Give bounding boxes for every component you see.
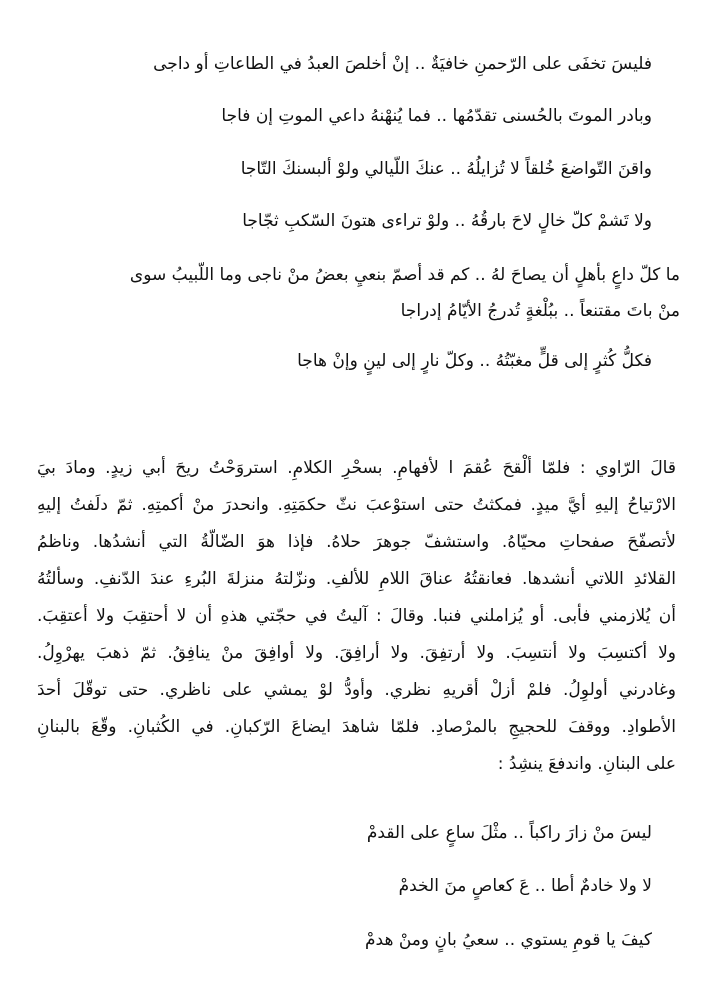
- prose-line: الأطوادِ. ووقفَ للحجيجِ بالمرْصادِ. فلمّا شاهدَ ايضاعَ الرّكبانِ. في الكُثبانِ. وقّعَ بالبنانِ: [37, 717, 676, 737]
- prose-line: ولا أكتسِبَ ولا أنتسِبَ. ولا أرتفِقَ. ولا أرافِقَ. ولا أوافِقَ منْ ينافِقُ. ثمّ ذهبَ يهرْوِلُ.: [37, 643, 676, 663]
- prose-line: الارْتياحُ إليهِ أيَّ ميدٍ. فمكثتُ حتى استوْعبَ نثّ حكمَتِهِ. وانحدرَ منْ أكمتِهِ. ثمّ دلَفتُ إليهِ: [37, 495, 676, 515]
- poem-line: ولا تَشمْ كلّ خالٍ لاحَ بارقُهُ .. ولوْ تراءى هتونَ السّكبِ ثجّاجا: [242, 211, 652, 231]
- prose-line: قالَ الرّاوي : فلمّا ألْقحَ عُقمَ ا لأفهامِ. بسحْرِ الكلامِ. استروَحْتُ ريحَ أبي زيدٍ. ومادَ بيَ: [37, 458, 676, 478]
- poem-line: فكلُّ كُثرٍ إلى قلٍّ مغبّتُهُ .. وكلّ نارٍ إلى لينٍ وإنْ هاجا: [297, 351, 652, 371]
- prose-line: على البنانِ. واندفعَ ينشِدُ :: [497, 754, 676, 774]
- prose-line: وغادرني أولوِلُ. فلمْ أزلْ أقريهِ نظري. وأودُّ لوْ يمشي على ناظري. حتى توقّلَ أحدَ: [37, 680, 676, 700]
- prose-line: القلائدِ اللاتي أنشدها. فعانقتُهُ عناقَ اللامِ للألفِ. ونزّلتهُ منزلةَ البُرءِ عندَ الدّنفِ. وسألتُهُ: [37, 569, 676, 589]
- poem-line: ما كلّ داعٍ بأهلٍ أن يصاحَ لهُ .. كم قد أصمّ بنعيِ بعضُ منْ ناجى وما اللّبيبُ سوى: [129, 265, 680, 285]
- poem-line: ليسَ منْ زارَ راكباً .. مثْلَ ساعٍ على القدمْ: [366, 823, 652, 843]
- poem-line: واقنَ التّواضعَ خُلقاً لا تُزايلُهُ .. عنكَ اللّيالي ولوْ ألبسنكَ التّاجا: [240, 159, 652, 179]
- poem-line: لا ولا خادمٌ أطا .. عَ كعاصٍ منَ الخدمْ: [398, 876, 652, 896]
- poem-line: فليسَ تخفَى على الرّحمنِ خافيَةٌ .. إنْ أخلصَ العبدُ في الطاعاتِ أو داجى: [153, 54, 652, 74]
- poem-line: كيفَ يا قومِ يستوي .. سعيُ بانٍ ومنْ هدمْ: [365, 930, 652, 950]
- poem-line: وبادر الموتَ بالحُسنى تقدّمُها .. فما يُنهْنهُ داعي الموتِ إن فاجا: [221, 106, 652, 126]
- poem-line: منْ باتَ مقتنعاً .. ببُلْغةٍ تُدرجُ الأيّامُ إدراجا: [400, 301, 680, 321]
- prose-line: لأتصفّحَ صفحاتِ محيّاهُ. واستشفّ جوهرَ حلاهُ. فإذا هوَ الضّالّةُ التي أنشدُها. وناظمُ: [37, 532, 676, 552]
- prose-line: أن يُلازمني فأبى. أو يُزاملني فنبا. وقالَ : آليتُ في حجّتي هذهِ أن لا أحتقِبَ ولا أعتقِبَ.: [37, 606, 676, 626]
